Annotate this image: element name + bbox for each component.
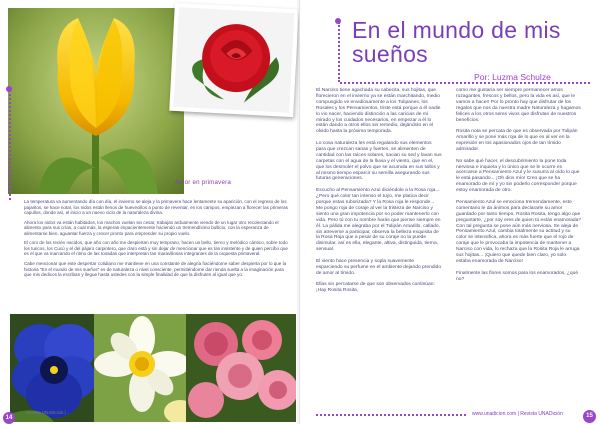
decorative-dot bbox=[6, 86, 12, 92]
paragraph: No sabe qué hacer, el descubrimiento la pone toda nerviosa e inquieta y lo único que se le ocurre es acercarse a Pensamiento Azul y le susurra al oído lo que le está pasando... ¡Oh dios mío! Creo que se ha enamorado de mí y yo sin poderlo corresponder porque estoy enamorada de otro. bbox=[456, 158, 580, 194]
paragraph: Cabe mencionar que este despertar cotidiano me mantiene en una constante de alegría haciéndome saber despierta por lo que la historia "En el mundo de mis sueños" es de naturaleza o nivel consciente, permitiéndome dar rienda suelta a la imaginación para que mis dedicos la escriban y llegue hasta ustedes con la simple finalidad de que la disfruten al igual que yo. bbox=[24, 261, 287, 278]
decorative-dotted-rule bbox=[316, 414, 466, 416]
article-column-2 bbox=[456, 88, 582, 288]
paragraph: La temperatura va aumentando día con día, el invierno se aleja y la primavera hace lentamente su aparición, con el regreso de los pajaritos, se hace notar, los nidos están llenos de huevecillos a punto de reventar, en los campos, empiezan a florecer las primeras capullos, donde así, el inicio a un nuevo ciclo de la naturaleza divina. bbox=[24, 199, 288, 215]
blue-pansy-photo bbox=[10, 314, 98, 422]
yellow-tulip-photo bbox=[8, 8, 184, 194]
footer-left-text: Revista UNADición | ... bbox=[26, 410, 71, 415]
paragraph: Pensamiento Azul se emociona tremendamente, este comentario le da ánimos para declararle su amor guardado por tanto tiempo. Rosita Rosita, tengo algo que preguntarte, ¿por soy eres de quien tú estás enamorada? Con tal pregunta se pone aún más nerviosa. Se aleja de Pensamiento Azul, cambia totalmente su actitud y su color se intensifica, ahora es más fuerte que el rojo de coraje que le provocaba la impotencia de mantener a Narciso con vida, lo rechaza que la Rosita Roja le arruga sus hojitas... ¡Quiero que quede bien claro, yo solo estaba enamorada de Narciso! bbox=[456, 199, 582, 264]
page-number-right: 15 bbox=[583, 410, 596, 423]
paragraph: Lo cosa naturaleza les está regalando sus elementos para que crezcan sanas y fuertes, se alimenten de cantidad con las raíces solares, sacian su sed y lavan sus carpetas con el agua de la lluvia y el viento, que en el, que los desmoler el polvo que se acumula en sus tallos y al mismo tiempo esparcir su semilla asegurando sus futuras generaciones. bbox=[316, 141, 442, 182]
photo-caption: Amor en primavera bbox=[174, 179, 231, 186]
paragraph: El coro de los recién nacidos, que año con año me despiertan muy temprano, hacen un bello, tierno y melódico cántico, sobre todo los turicos, los Cucú y el del pájaro carpintero, que claro está y sin dejar de mencionar que es tan insistente y de quien percibo que es el que va marcando el ritmo de las tonadas que interpretan tan maravillosas integrantes de la orquesta primaveral. bbox=[24, 240, 288, 257]
page-number-left: 14 bbox=[3, 412, 15, 424]
article-byline: Por: Luzma Schulze bbox=[474, 72, 551, 82]
paragraph: Ellas sin percatarse de que son observados continúan: ¡Hay Rosita Rosita, bbox=[316, 282, 435, 294]
decorative-dotted-line bbox=[338, 22, 340, 82]
paragraph: El Narciso tiene agachada su cabecita, sus hojitas, que florecieron en el invierno ya se están marchitando, medio compungido ve envidiosamente a los Tulipanes, los Rosales y los Pensamientos, triste está porque a él nadie lo vio nacer, haciendo distinción a las caricias de mi mirado y los cuidados necesarios, en empezar a él lo están dando a otros ellos sin remedio, dejándolo en el olvido hasta la próxima temporada. bbox=[316, 88, 441, 135]
decorative-dotted-rule bbox=[340, 82, 590, 84]
paragraph: como me gustaría ser siempre permanecer amos rozagantes, frescos y bellos, pero la vida es así, que le vamos a hacer! Por lo pronto hay que disfrutar de los regalos que nos da nuestra madre Naturaleza y hagamos felices a los otros seres vivos que disfrutan de nuestros beneficios. bbox=[456, 88, 581, 123]
article-column-1 bbox=[316, 88, 442, 300]
paragraph: Escucho al Pensamiento Azul diciéndole a la Rosa roja... ¿Pero qué color tan intenso el tuyo, me platica decir porque estas ruborizada? Y la Rosa roja le responde... Me pongo roja de coraje al ver la tristeza de Narciso y siento una gran impotencia por no poder mantenerlo con vida. Pero tú con tu nombre harás que piense siempre en él. La pálida me alegraba por el Tulipán Amarillo, callado, sin atreverse a participar, observa la belleza exquisita de la Rosa Roja que a pesar de su coraje no la puede disimular, así es ella, elegante, altiva, distinguida, tierna, sensual. bbox=[316, 188, 441, 253]
paragraph: Rosita nota se percata de que es observada por Tulipán Amarillo y se pone más roja de lo que es al ver en la expresión en los apasionados ojos de tan tímido admirador. bbox=[456, 129, 578, 152]
red-rose-photo bbox=[169, 3, 298, 117]
paragraph: Ahora los nidos va están habitados, los machos vuelan sin cesar, trabajan arduamente viendo de un lugar otro recolectando el alimento para sus crías, a cual más, la esperan impacientemente haciendo un tremendísimo bullicio, con la esperanza de alimentarse bien, aguantar fuerza y crecer pronto para emprender su propio vuelo. bbox=[24, 219, 279, 236]
decorative-dot bbox=[335, 18, 341, 24]
pink-roses-photo bbox=[186, 314, 296, 422]
narcissus-photo bbox=[94, 314, 190, 422]
article-title: En el mundo de mis sueños bbox=[352, 17, 561, 67]
left-body-text bbox=[24, 199, 290, 282]
paragraph: El viento hace presencia y sopla suavemente esparciendo su perfume en el ambiente dejando prendido de amor al tímido. bbox=[316, 258, 442, 276]
footer-right-text[interactable]: www.unadicion.com | Revista UNADición bbox=[472, 411, 563, 417]
paragraph: Finalmente las flores somos para los enamorados, ¿qué no? bbox=[456, 270, 579, 282]
decorative-dotted-line bbox=[9, 90, 11, 200]
